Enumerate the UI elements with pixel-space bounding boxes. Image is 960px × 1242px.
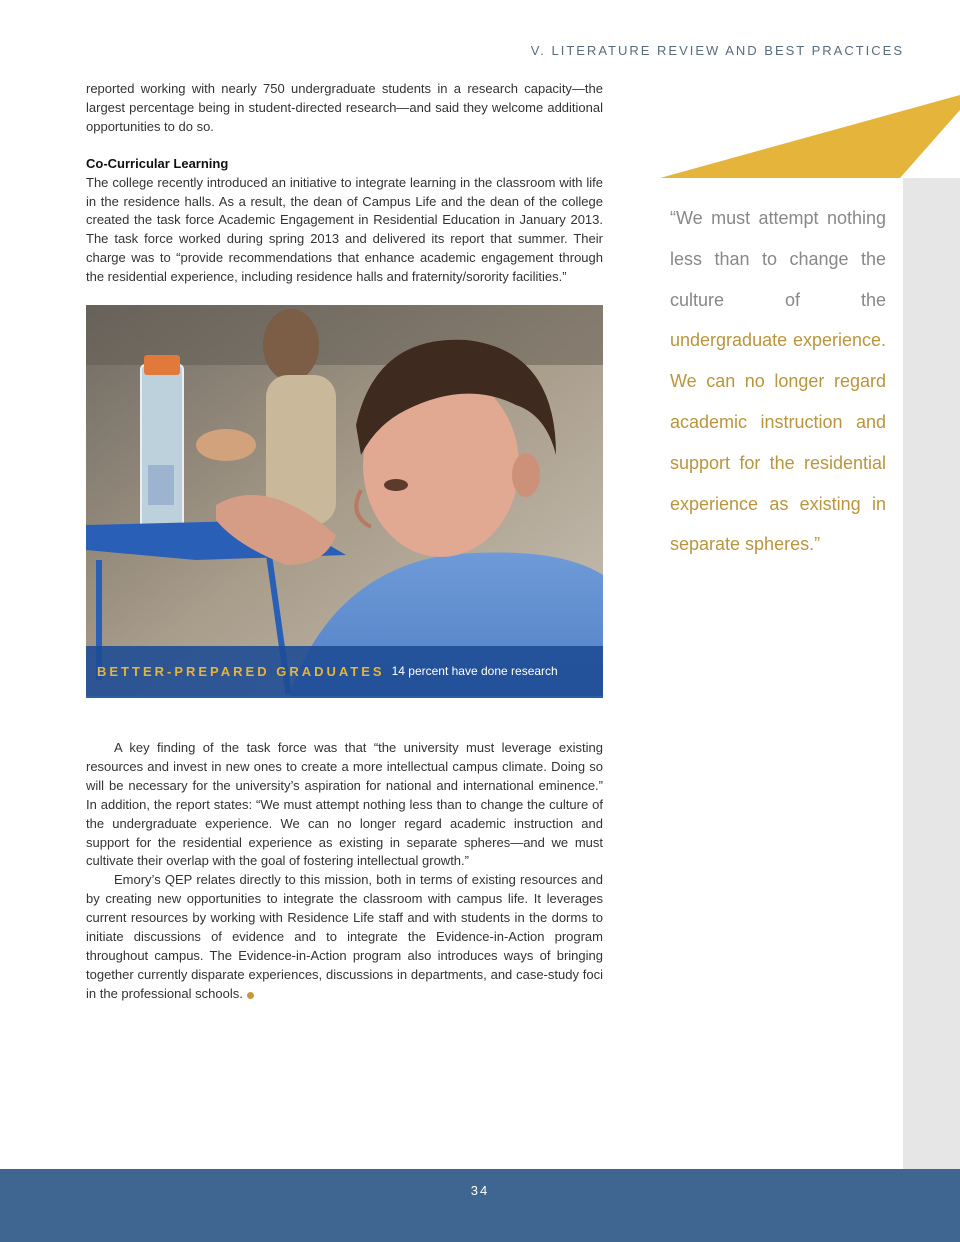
pull-quote-part-2: undergraduate experience. We can no longer regard academic instruction and support for the residential experience as existing in separate spheres.” (670, 330, 886, 555)
side-panel (903, 178, 960, 1170)
page-number: 34 (470, 1183, 490, 1198)
cocurricular-paragraph: The college recently introduced an initiative to integrate learning in the classroom with life in the residence halls. As a result, the dean of Campus Life and the dean of the college created the task force Academic Engagement in Residential Education in January 2013. The task force worked during spring 2013 and delivered its report that summer. Their charge was to “provide recommendations that enhance academic engagement through the residential experience, including residence halls and fraternity/sorority facilities.” (86, 174, 603, 285)
task-force-paragraph: A key finding of the task force was that “the university must leverage existing resources and invest in new ones to create a more intellectual campus climate. Doing so will be necessary for the university’s aspiration for national and international eminence.” In addition, the report states: “We must attempt nothing less than to change the culture of the undergraduate experience. We can no longer regard academic instruction and support for the residential experience as existing in separate spheres—and we must cultivate their overlap with the goal of fostering intellectual growth.” (86, 740, 603, 869)
caption-label: BETTER-PREPARED GRADUATES (97, 663, 385, 679)
column-bottom (86, 739, 603, 1004)
gold-accent-shape (0, 0, 960, 200)
page-footer (0, 1169, 960, 1242)
pull-quote-part-1: “We must attempt nothing less than to change the culture of the (670, 208, 886, 310)
intro-paragraph: reported working with nearly 750 undergraduate students in a research capacity—the largest percentage being in student-directed research—and said they welcome additional opportunities to do so. (86, 81, 603, 134)
caption-text: 14 percent have done research (391, 664, 558, 678)
section-subheading: Co-Curricular Learning (86, 155, 229, 171)
photo-caption-bar (86, 646, 603, 698)
student-research-photo (86, 305, 603, 698)
running-head: V. LITERATURE REVIEW AND BEST PRACTICES (530, 43, 904, 58)
qep-paragraph (86, 871, 603, 1003)
photo-illustration (86, 305, 603, 698)
pull-quote (670, 198, 886, 565)
qep-paragraph-text: Emory’s QEP relates directly to this mission, both in terms of existing resources and by creating new opportunities to integrate the classroom with campus life. It leverages current resources by working with Residence Life staff and with students in the dorms to initiate discussions of evidence and to integrate the Evidence-in-Action program throughout campus. The Evidence-in-Action program also introduces ways of bringing together currently disparate experiences, discussions in departments, and case-study foci in the professional schools. (86, 872, 603, 1001)
end-mark-icon (247, 992, 254, 999)
